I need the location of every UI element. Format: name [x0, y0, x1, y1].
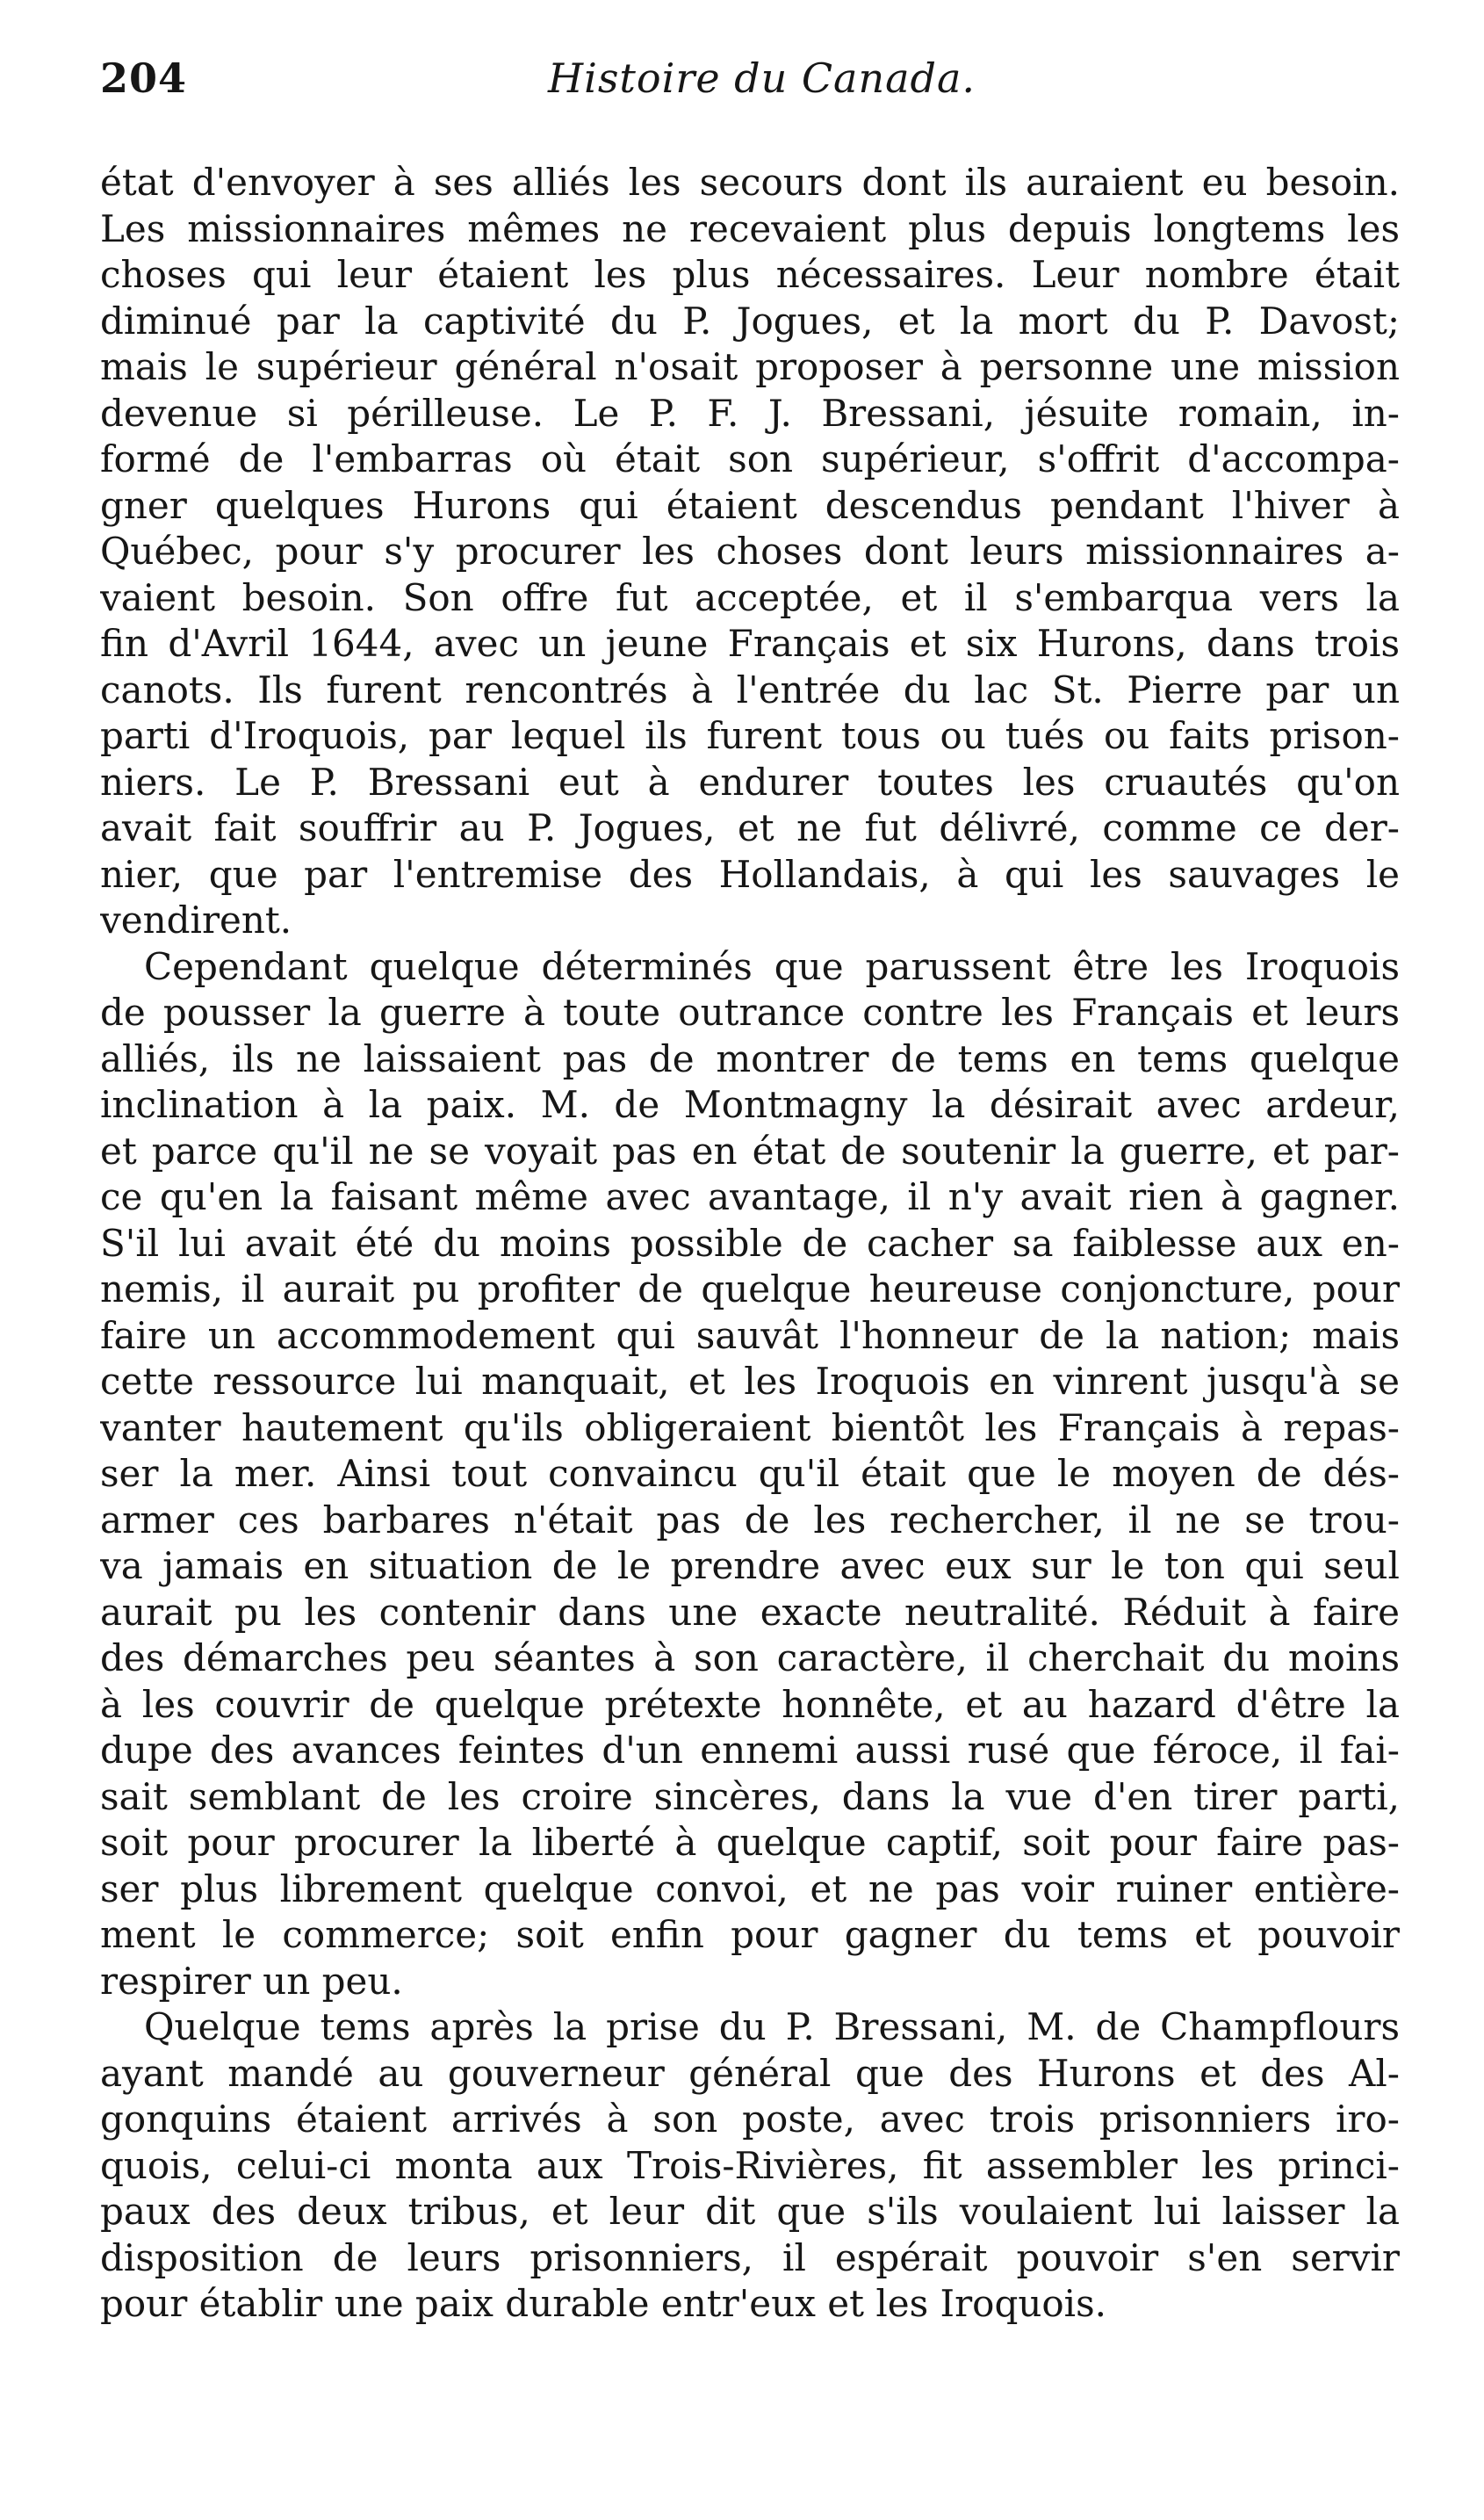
text-line: des démarches peu séantes à son caractère, il cherchait du moins: [100, 1636, 1400, 1679]
text-line: et parce qu'il ne se voyait pas en état de soutenir la guerre, et par-: [100, 1129, 1400, 1173]
text-line: sait semblant de les croire sincères, dans la vue d'en tirer parti,: [100, 1774, 1400, 1818]
text-line: Cependant quelque déterminés que parussent être les Iroquois: [144, 944, 1400, 988]
text-line: gner quelques Hurons qui étaient descendus pendant l'hiver à: [100, 483, 1400, 527]
text-line: pour établir une paix durable entr'eux et les Iroquois.: [100, 2282, 1107, 2325]
text-line: paux des deux tribus, et leur dit que s'ils voulaient lui laisser la: [100, 2190, 1400, 2233]
text-line: soit pour procurer la liberté à quelque captif, soit pour faire pas-: [100, 1821, 1400, 1864]
text-line: armer ces barbares n'était pas de les rechercher, il ne se trou-: [100, 1498, 1400, 1542]
page-number: 204: [100, 54, 188, 102]
text-line: respirer un peu.: [100, 1959, 403, 2003]
text-line: choses qui leur étaient les plus nécessaires. Leur nombre était: [100, 253, 1400, 296]
text-line: devenue si périlleuse. Le P. F. J. Bressani, jésuite romain, in-: [100, 391, 1400, 435]
running-title: Histoire du Canada.: [548, 54, 976, 102]
text-line: ment le commerce; soit enfin pour gagner du tems et pouvoir: [100, 1913, 1400, 1956]
text-line: va jamais en situation de le prendre avec eux sur le ton qui seul: [100, 1544, 1400, 1587]
text-line: diminué par la captivité du P. Jogues, et la mort du P. Davost;: [100, 299, 1400, 343]
text-line: S'il lui avait été du moins possible de cacher sa faiblesse aux en-: [100, 1221, 1400, 1265]
text-line: quois, celui-ci monta aux Trois-Rivières, fit assembler les princi-: [100, 2143, 1400, 2187]
text-line: à les couvrir de quelque prétexte honnête, et au hazard d'être la: [100, 1682, 1400, 1726]
text-line: niers. Le P. Bressani eut à endurer toutes les cruautés qu'on: [100, 760, 1400, 804]
text-line: fin d'Avril 1644, avec un jeune Français et six Hurons, dans trois: [100, 622, 1400, 665]
text-line: disposition de leurs prisonniers, il espérait pouvoir s'en servir: [100, 2235, 1400, 2279]
body-text: [100, 160, 1400, 2328]
text-line: de pousser la guerre à toute outrance contre les Français et leurs: [100, 991, 1400, 1034]
text-line: ser la mer. Ainsi tout convaincu qu'il était que le moyen de dés-: [100, 1452, 1400, 1495]
text-line: vaient besoin. Son offre fut acceptée, et il s'embarqua vers la: [100, 575, 1400, 619]
text-line: ayant mandé au gouverneur général que des Hurons et des Al-: [100, 2051, 1400, 2095]
text-line: Les missionnaires mêmes ne recevaient plus depuis longtems les: [100, 206, 1400, 250]
text-line: faire un accommodement qui sauvât l'honneur de la nation; mais: [100, 1313, 1400, 1357]
text-line: Quelque tems après la prise du P. Bressani, M. de Champflours: [144, 2005, 1400, 2048]
text-line: formé de l'embarras où était son supérieur, s'offrit d'accompa-: [100, 437, 1400, 480]
text-line: ce qu'en la faisant même avec avantage, il n'y avait rien à gagner.: [100, 1175, 1400, 1218]
page-header: [100, 54, 1400, 116]
text-line: ser plus librement quelque convoi, et ne pas voir ruiner entière-: [100, 1867, 1400, 1910]
text-line: mais le supérieur général n'osait proposer à personne une mission: [100, 345, 1400, 388]
text-line: nemis, il aurait pu profiter de quelque heureuse conjoncture, pour: [100, 1267, 1400, 1311]
text-line: vanter hautement qu'ils obligeraient bientôt les Français à repas-: [100, 1405, 1400, 1449]
text-line: avait fait souffrir au P. Jogues, et ne fut délivré, comme ce der-: [100, 806, 1400, 849]
text-line: vendirent.: [100, 899, 292, 942]
text-line: cette ressource lui manquait, et les Iroquois en vinrent jusqu'à se: [100, 1360, 1400, 1403]
text-line: inclination à la paix. M. de Montmagny la désirait avec ardeur,: [100, 1083, 1400, 1126]
text-line: état d'envoyer à ses alliés les secours dont ils auraient eu besoin.: [100, 161, 1400, 204]
text-line: Québec, pour s'y procurer les choses dont leurs missionnaires a-: [100, 530, 1400, 573]
text-line: canots. Ils furent rencontrés à l'entrée du lac St. Pierre par un: [100, 668, 1400, 711]
text-line: aurait pu les contenir dans une exacte neutralité. Réduit à faire: [100, 1590, 1400, 1634]
text-line: nier, que par l'entremise des Hollandais, à qui les sauvages le: [100, 852, 1400, 896]
text-line: dupe des avances feintes d'un ennemi aussi rusé que féroce, il fai-: [100, 1729, 1400, 1772]
text-line: parti d'Iroquois, par lequel ils furent tous ou tués ou faits prison-: [100, 714, 1400, 757]
text-line: gonquins étaient arrivés à son poste, avec trois prisonniers iro-: [100, 2098, 1400, 2141]
text-line: alliés, ils ne laissaient pas de montrer de tems en tems quelque: [100, 1036, 1400, 1080]
